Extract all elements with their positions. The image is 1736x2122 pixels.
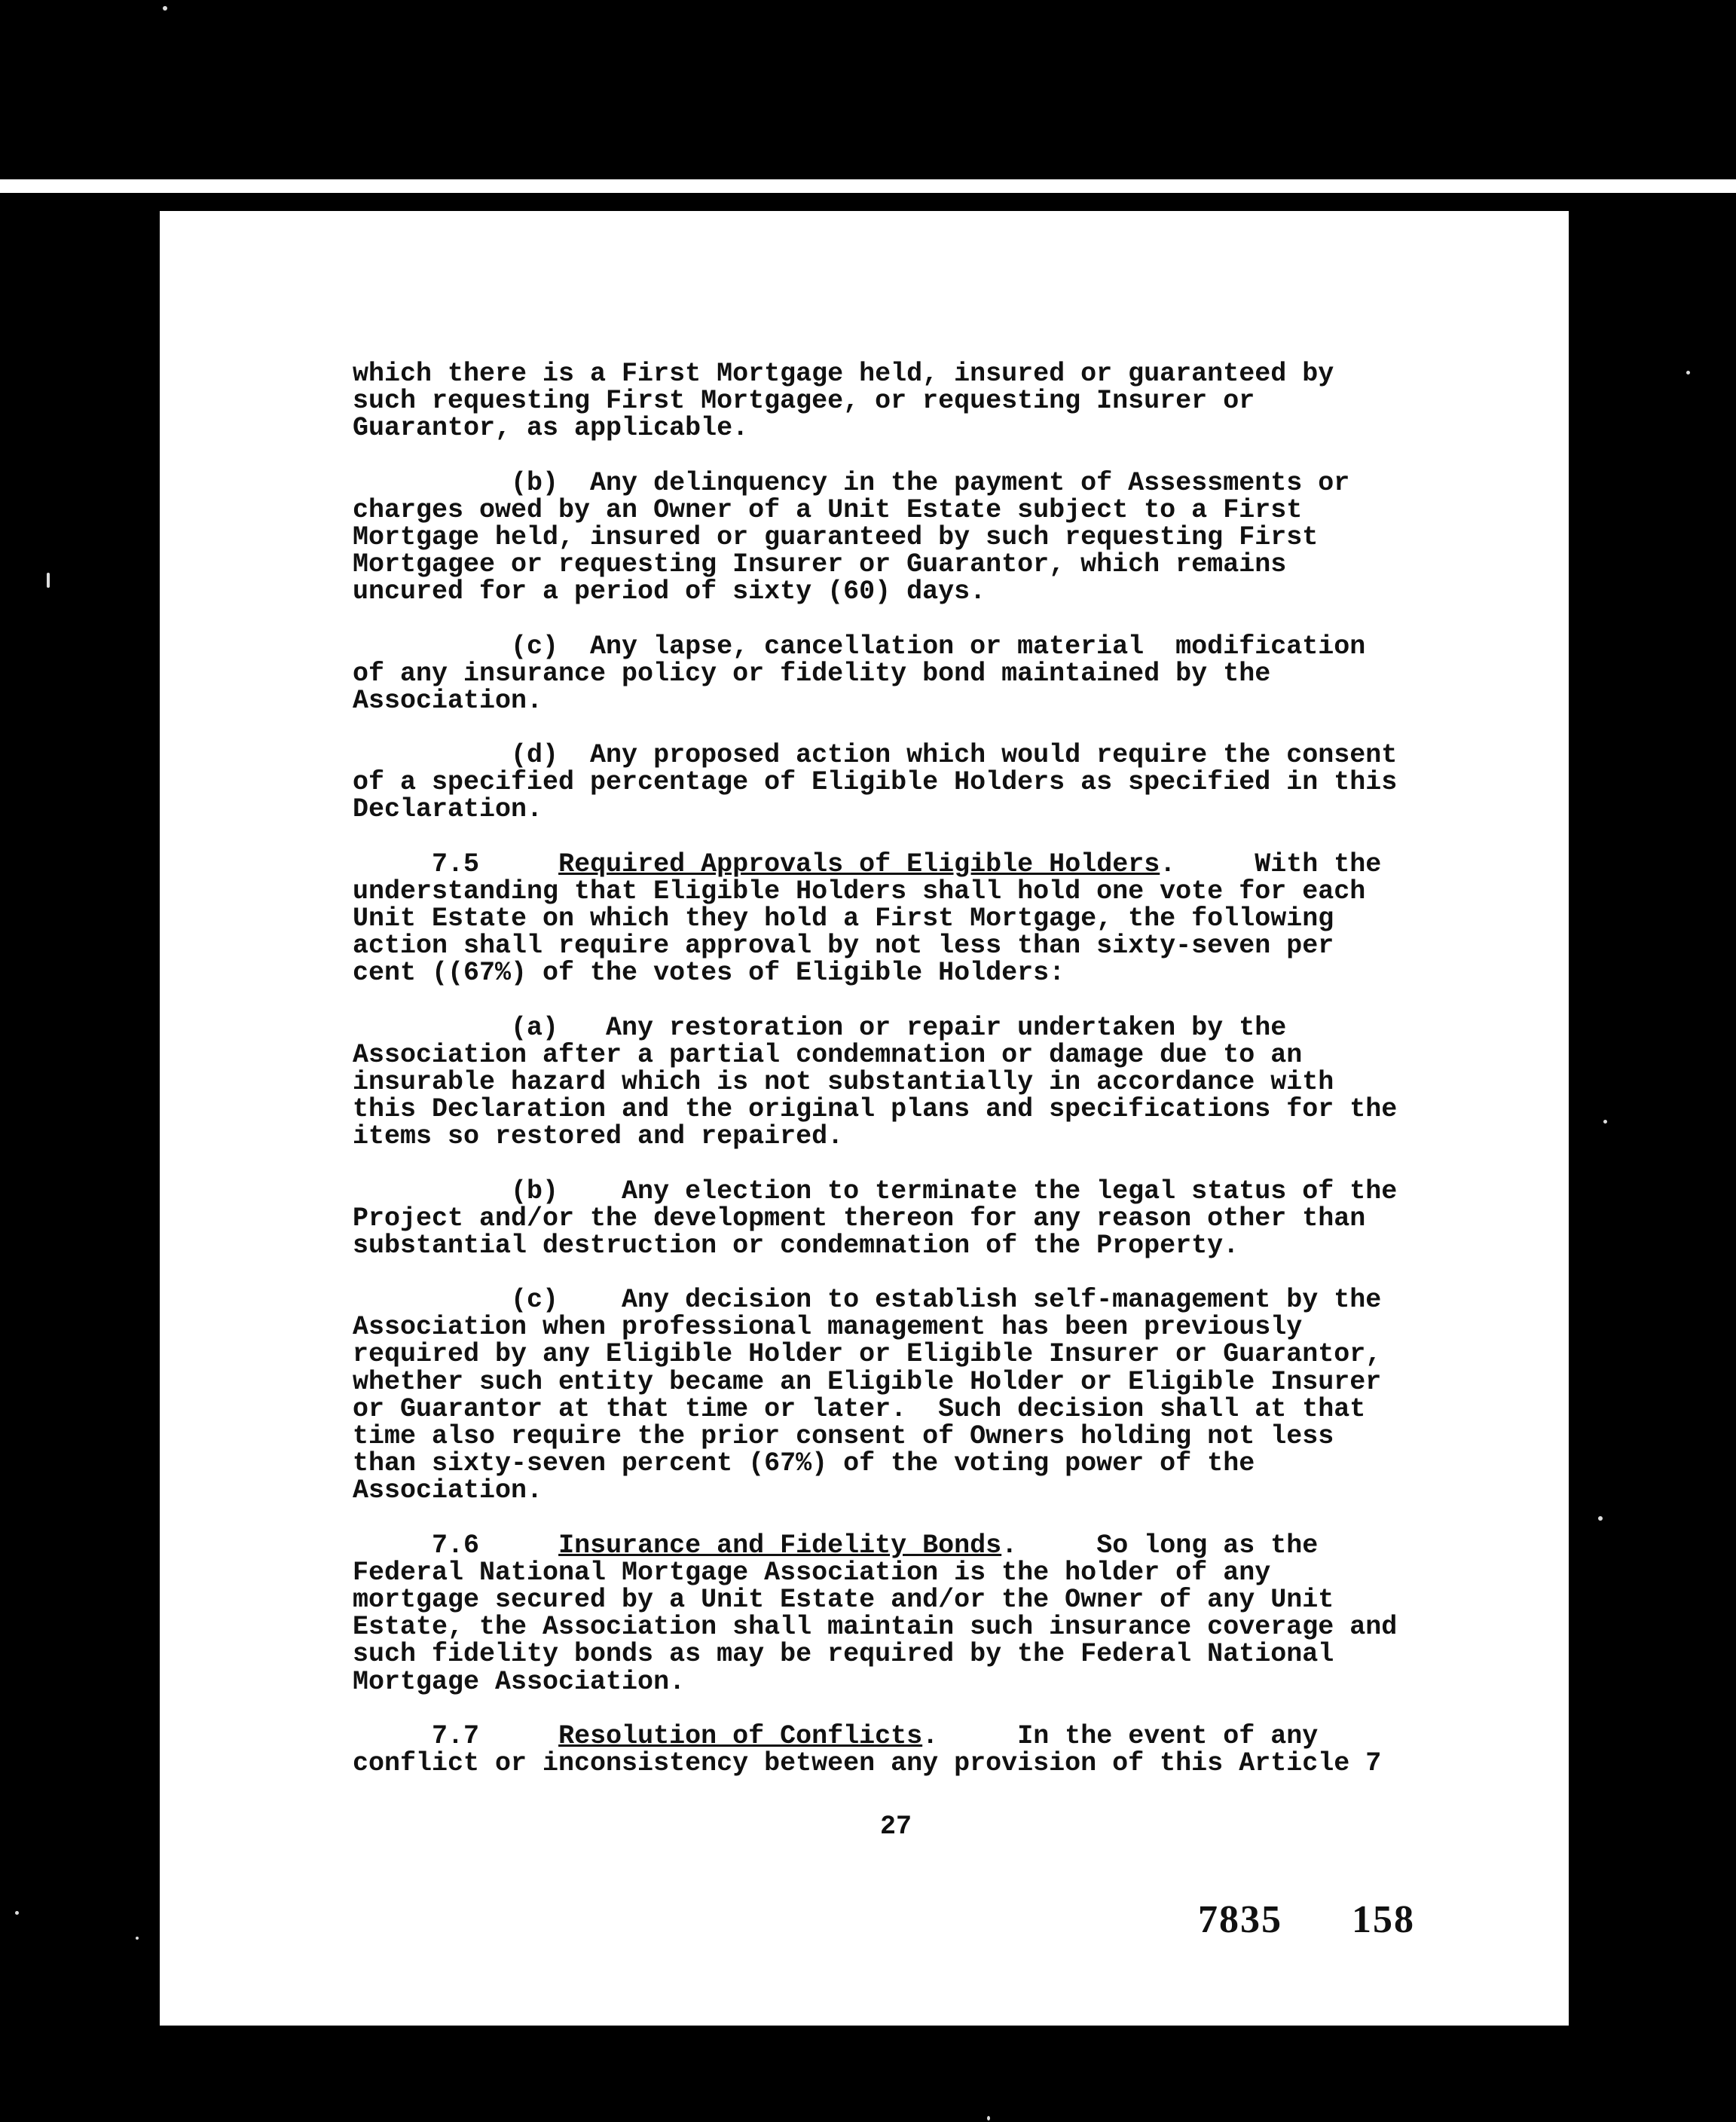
text-line: Association after a partial condemnation or damage due to an [353, 1039, 1303, 1070]
text-line: whether such entity became an Eligible Holder or Eligible Insurer [353, 1366, 1382, 1397]
body-paragraph [353, 741, 1468, 824]
text-line: uncured for a period of sixty (60) days. [353, 576, 986, 607]
text-line: understanding that Eligible Holders shall hold one vote for each [353, 876, 1366, 907]
text-line: required by any Eligible Holder or Eligible Insurer or Guarantor, [353, 1339, 1382, 1370]
section-number: 7.7 [432, 1720, 480, 1751]
body-paragraph [353, 360, 1468, 442]
scan-speck [1603, 1120, 1607, 1124]
text-line: charges owed by an Owner of a Unit Estate subject to a First [353, 494, 1303, 525]
text-line: of a specified percentage of Eligible Holders as specified in this [353, 767, 1398, 798]
text-line: substantial destruction or condemnation of the Property. [353, 1230, 1239, 1261]
text-line: Declaration. [353, 794, 543, 825]
document-body [353, 360, 1468, 1804]
section-paragraph [353, 1532, 1468, 1695]
scan-speck [136, 1937, 139, 1940]
text-line: conflict or inconsistency between any provision of this Article 7 [353, 1747, 1382, 1778]
text-line: Association. [353, 1475, 543, 1506]
text-line: than sixty-seven percent (67%) of the voting power of the [353, 1448, 1255, 1479]
section-heading-tail: . With the [1160, 848, 1382, 879]
body-paragraph [353, 1286, 1468, 1505]
doc-ref-book: 7835 [1198, 1898, 1282, 1941]
section-number: 7.5 [432, 848, 480, 879]
body-paragraph [353, 1014, 1468, 1151]
section-title: Insurance and Fidelity Bonds [558, 1530, 1002, 1561]
text-line: or Guarantor at that time or later. Such decision shall at that [353, 1393, 1366, 1424]
body-paragraph [353, 469, 1468, 606]
document-reference [1198, 1897, 1415, 1942]
text-line: Association when professional management has been previously [353, 1312, 1303, 1343]
text-line: (d) Any proposed action which would require the consent [353, 740, 1398, 771]
text-line: (b) Any delinquency in the payment of Assessments or [353, 467, 1350, 498]
text-line: insurable hazard which is not substantially in accordance with [353, 1066, 1334, 1097]
text-line: Mortgage Association. [353, 1666, 686, 1697]
scan-top-rule [0, 179, 1736, 193]
text-line: of any insurance policy or fidelity bond maintained by the [353, 658, 1271, 689]
doc-ref-page: 158 [1352, 1898, 1415, 1941]
text-line: such requesting First Mortgagee, or requesting Insurer or [353, 386, 1255, 417]
section-heading-tail: . In the event of any [922, 1720, 1319, 1751]
text-line: action shall require approval by not less than sixty-seven per [353, 931, 1334, 962]
text-line: Mortgage held, insured or guaranteed by such requesting First [353, 521, 1319, 552]
section-heading-line [353, 848, 1468, 879]
text-line: Guarantor, as applicable. [353, 413, 749, 444]
text-line: such fidelity bonds as may be required by the Federal National [353, 1639, 1334, 1670]
body-paragraph [353, 633, 1468, 715]
text-line: cent ((67%) of the votes of Eligible Holders: [353, 958, 1065, 989]
scan-speck [163, 6, 167, 11]
scan-speck [1598, 1516, 1603, 1521]
text-line: (a) Any restoration or repair undertaken by the [353, 1012, 1287, 1043]
text-line: Unit Estate on which they hold a First Mortgage, the following [353, 904, 1334, 934]
text-line: this Declaration and the original plans and specifications for the [353, 1094, 1398, 1125]
section-heading-tail: . So long as the [1001, 1530, 1319, 1561]
section-paragraph [353, 1720, 1468, 1778]
text-line: Estate, the Association shall maintain such insurance coverage and [353, 1612, 1398, 1643]
text-line: mortgage secured by a Unit Estate and/or the Owner of any Unit [353, 1584, 1334, 1615]
text-line: Federal National Mortgage Association is the holder of any [353, 1557, 1271, 1588]
text-line: Project and/or the development thereon for any reason other than [353, 1203, 1366, 1234]
text-line: which there is a First Mortgage held, insured or guaranteed by [353, 359, 1334, 389]
scan-top-band [0, 0, 1736, 181]
scan-speck [987, 2116, 990, 2120]
scan-speck [1686, 371, 1690, 375]
text-line: time also require the prior consent of Owners holding not less [353, 1421, 1334, 1451]
text-line: Association. [353, 685, 543, 716]
page-number: 27 [880, 1812, 912, 1842]
text-line: (b) Any election to terminate the legal status of the [353, 1176, 1398, 1206]
section-title: Required Approvals of Eligible Holders [558, 848, 1160, 879]
section-paragraph [353, 848, 1468, 989]
scan-speck [15, 1911, 19, 1915]
section-title: Resolution of Conflicts [558, 1720, 923, 1751]
section-heading-line [353, 1532, 1468, 1559]
scan-speck [47, 573, 50, 588]
text-line: items so restored and repaired. [353, 1121, 844, 1152]
text-line: (c) Any lapse, cancellation or material modification [353, 631, 1366, 662]
body-paragraph [353, 1178, 1468, 1260]
text-line: (c) Any decision to establish self-management by the [353, 1285, 1382, 1316]
section-heading-line [353, 1720, 1468, 1751]
text-line: Mortgagee or requesting Insurer or Guarantor, which remains [353, 549, 1287, 580]
section-number: 7.6 [432, 1530, 480, 1561]
